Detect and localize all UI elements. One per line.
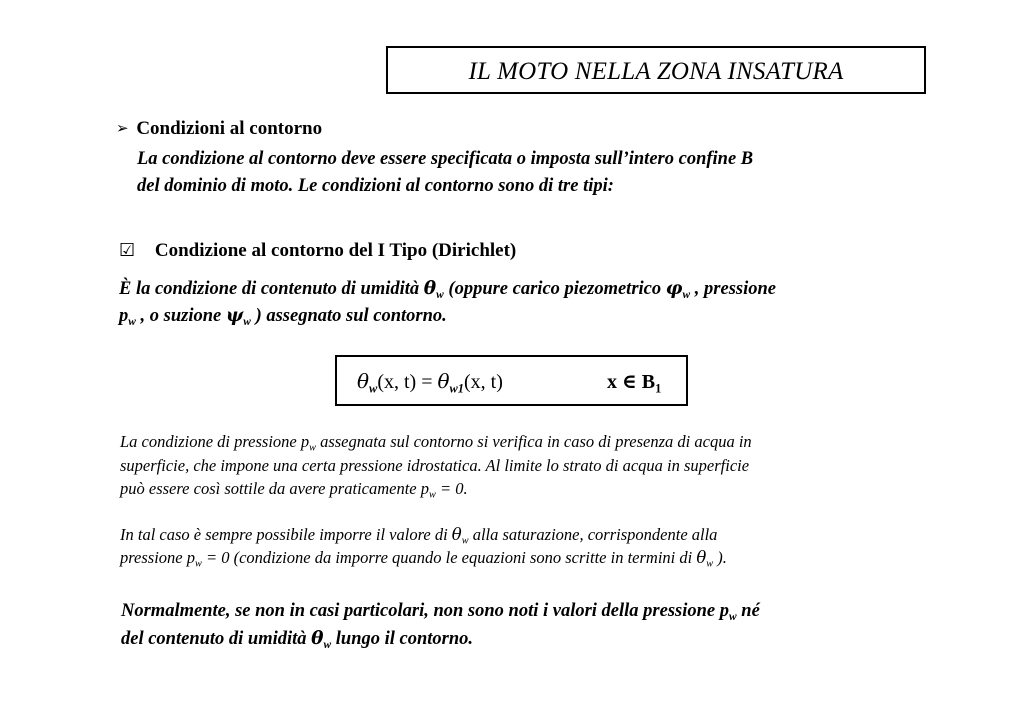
conclusion-line-1 xyxy=(121,601,760,622)
definition-line-1 xyxy=(119,278,776,300)
p2-line2a: pressione p xyxy=(120,548,196,567)
theta-symbol: θ xyxy=(696,548,707,567)
subscript-w: w xyxy=(369,381,378,396)
c-line1a: Normalmente, se non in casi particolari, non sono noti i valori della pressione p xyxy=(121,601,729,621)
paragraph2-line-2 xyxy=(120,548,727,568)
theta-symbol: θ xyxy=(423,278,437,299)
theta-symbol: θ xyxy=(437,369,450,393)
formula-args: (x, t) xyxy=(464,371,503,393)
intro-line-2: del dominio di moto. Le condizioni al contorno sono di tre tipi: xyxy=(137,176,614,196)
def1-part1: È la condizione di contenuto di umidità xyxy=(119,279,424,299)
paragraph2-line-1 xyxy=(120,525,717,545)
subscript-w: w xyxy=(195,558,202,570)
domain-text: x ∈ B xyxy=(607,371,656,393)
def2-part1: , o suzione xyxy=(135,306,226,326)
conclusion-line-2 xyxy=(121,628,473,650)
formula-box xyxy=(335,355,688,406)
p-symbol: p xyxy=(119,306,129,326)
subscript-w: w xyxy=(309,442,316,454)
p1-line3a: può essere così sottile da avere praticamente p xyxy=(120,479,429,498)
p1-line1a: La condizione di pressione p xyxy=(120,432,310,451)
theta-symbol: θ xyxy=(357,369,370,393)
subscript-w: w xyxy=(706,558,714,570)
slide-title: IL MOTO NELLA ZONA INSATURA xyxy=(468,58,844,85)
definition-line-2 xyxy=(119,305,447,327)
formula-equation xyxy=(357,369,503,394)
psi-symbol: ψ xyxy=(225,305,244,326)
formula-domain xyxy=(607,369,661,394)
theta-symbol: θ xyxy=(451,525,462,544)
def2-part2: ) assegnato sul contorno. xyxy=(250,306,447,326)
subscript-w: w xyxy=(461,535,469,547)
intro-line-1: La condizione al contorno deve essere specificata o imposta sull’intero confine B xyxy=(137,149,754,169)
arrow-bullet-icon: ➢ xyxy=(116,119,129,137)
subscript-w: w xyxy=(729,611,737,623)
phi-symbol: φ xyxy=(665,278,683,299)
p1-line1b: assegnata sul contorno si verifica in caso di presenza di acqua in xyxy=(315,432,752,451)
formula-args: (x, t) xyxy=(377,371,417,393)
checked-box-icon: ☑ xyxy=(119,240,136,261)
p2-line2c: ). xyxy=(713,548,727,567)
paragraph1-line-1 xyxy=(120,432,752,452)
theta-symbol: θ xyxy=(311,628,324,649)
domain-subscript: 1 xyxy=(655,381,662,396)
c-line1b: né xyxy=(736,601,760,621)
paragraph1-line-3 xyxy=(120,479,468,499)
p2-line1b: alla saturazione, corrispondente alla xyxy=(468,525,718,544)
c-line2a: del contenuto di umidità xyxy=(121,629,312,649)
formula-equals: = xyxy=(416,371,438,393)
p2-line1a: In tal caso è sempre possibile imporre il valore di xyxy=(120,525,452,544)
subscript-w: w xyxy=(243,316,251,328)
title-box xyxy=(386,46,926,94)
type1-heading xyxy=(119,240,516,262)
p1-line3b: = 0. xyxy=(435,479,468,498)
def1-part2: (oppure carico piezometrico xyxy=(443,279,666,299)
c-line2b: lungo il contorno. xyxy=(331,629,474,649)
section-heading-text: Condizioni al contorno xyxy=(136,118,323,139)
paragraph1-line-2: superficie, che impone una certa pressione idrostatica. Al limite lo strato di acqua in superficie xyxy=(120,456,750,475)
subscript-w: w xyxy=(429,489,436,501)
p2-line2b: = 0 (condizione da imporre quando le equazioni sono scritte in termini di xyxy=(201,548,697,567)
subscript-w: w xyxy=(436,289,444,301)
subscript-w: w xyxy=(128,316,136,328)
type1-heading-text: Condizione al contorno del I Tipo (Dirichlet) xyxy=(154,240,517,261)
section-heading xyxy=(116,118,322,140)
subscript-w1: w1 xyxy=(449,381,464,396)
def1-part3: , pressione xyxy=(690,279,776,299)
subscript-w: w xyxy=(682,289,691,301)
subscript-w: w xyxy=(323,639,332,651)
